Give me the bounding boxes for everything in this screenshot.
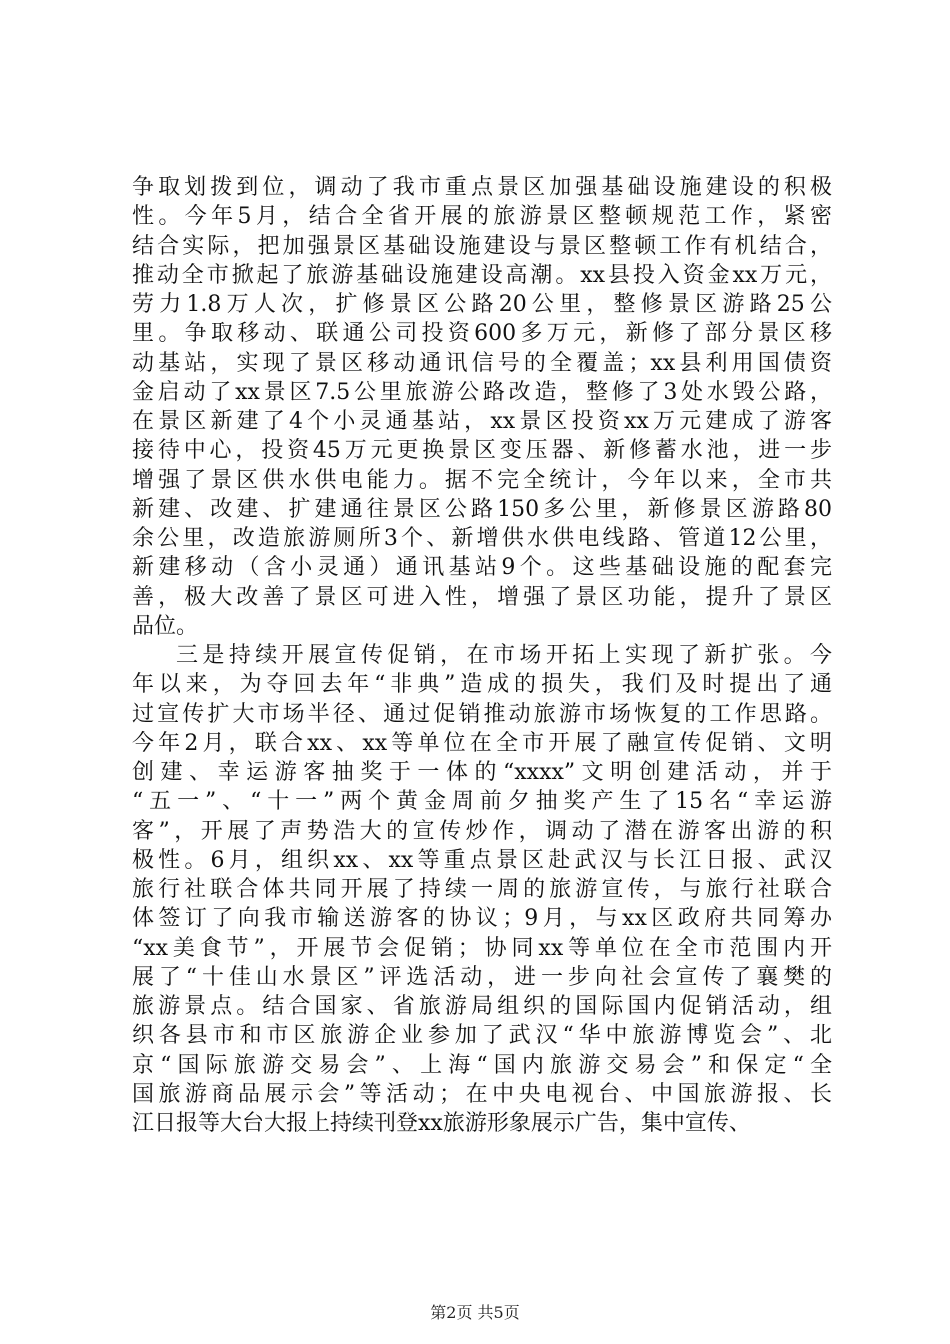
text-line: 在景区新建了4个小灵通基站，xx景区投资xx万元建成了游客 bbox=[132, 409, 832, 434]
text-line: 创建、幸运游客抽奖于一体的“xxxx”文明创建活动，并于 bbox=[132, 760, 832, 785]
text-line: 江日报等大台大报上持续刊登xx旅游形象展示广告，集中宣传、 bbox=[132, 1111, 751, 1136]
page-footer: 第2页 共5页 bbox=[430, 1303, 520, 1322]
text-line: 新建、改建、扩建通往景区公路150多公里，新修景区游路80 bbox=[132, 496, 832, 522]
text-line: “xx美食节”，开展节会促销；协同xx等单位在全市范围内开 bbox=[132, 935, 832, 961]
text-line: 动基站，实现了景区移动通讯信号的全覆盖；xx县利用国债资 bbox=[132, 350, 832, 376]
text-line: “五一”、“十一”两个黄金周前夕抽奖产生了15名“幸运游 bbox=[132, 789, 832, 815]
text-line: 年以来，为夺回去年“非典”造成的损失，我们及时提出了通 bbox=[132, 672, 832, 698]
text-line: 旅游景点。结合国家、省旅游局组织的国际国内促销活动，组 bbox=[132, 994, 832, 1019]
text-line: 新建移动（含小灵通）通讯基站9个。这些基础设施的配套完 bbox=[132, 555, 832, 581]
text-line: 旅行社联合体共同开展了持续一周的旅游宣传，与旅行社联合 bbox=[132, 877, 832, 902]
text-line: 客”，开展了声势浩大的宣传炒作，调动了潜在游客出游的积 bbox=[132, 818, 832, 844]
document-body bbox=[132, 173, 832, 1138]
text-line: 极性。6月，组织xx、xx等重点景区赴武汉与长江日报、武汉 bbox=[132, 847, 832, 873]
text-line: 结合实际，把加强景区基础设施建设与景区整顿工作有机结合， bbox=[132, 233, 832, 259]
text-line: 里。争取移动、联通公司投资600多万元，新修了部分景区移 bbox=[132, 321, 832, 347]
text-line: 三是持续开展宣传促销，在市场开拓上实现了新扩张。今 bbox=[176, 643, 832, 668]
text-line: 体签订了向我市输送游客的协议；9月，与xx区政府共同筹办 bbox=[132, 906, 832, 932]
text-line: 过宣传扩大市场半径、通过促销推动旅游市场恢复的工作思路。 bbox=[132, 701, 832, 727]
text-line: 争取划拨到位，调动了我市重点景区加强基础设施建设的积极 bbox=[132, 175, 832, 200]
text-line: 劳力1.8万人次，扩修景区公路20公里，整修景区游路25公 bbox=[132, 292, 832, 317]
text-line: 性。今年5月，结合全省开展的旅游景区整顿规范工作，紧密 bbox=[132, 204, 832, 230]
text-line: 品位。 bbox=[132, 613, 199, 639]
text-line: 余公里，改造旅游厕所3个、新增供水供电线路、管道12公里， bbox=[132, 526, 832, 551]
text-line: 展了“十佳山水景区”评选活动，进一步向社会宣传了襄樊的 bbox=[132, 964, 832, 990]
text-line: 接待中心，投资45万元更换景区变压器、新修蓄水池，进一步 bbox=[132, 438, 832, 464]
text-line: 增强了景区供水供电能力。据不完全统计，今年以来，全市共 bbox=[132, 467, 832, 493]
text-line: 今年2月，联合xx、xx等单位在全市开展了融宣传促销、文明 bbox=[132, 730, 832, 756]
text-line: 善，极大改善了景区可进入性，增强了景区功能，提升了景区 bbox=[132, 584, 832, 610]
text-line: 金启动了xx景区7.5公里旅游公路改造，整修了3处水毁公路， bbox=[132, 379, 832, 405]
text-line: 推动全市掀起了旅游基础设施建设高潮。xx县投入资金xx万元， bbox=[132, 262, 832, 288]
text-line: 京“国际旅游交易会”、上海“国内旅游交易会”和保定“全 bbox=[132, 1052, 832, 1078]
text-line: 国旅游商品展示会”等活动；在中央电视台、中国旅游报、长 bbox=[132, 1081, 832, 1107]
text-line: 织各县市和市区旅游企业参加了武汉“华中旅游博览会”、北 bbox=[132, 1023, 832, 1049]
